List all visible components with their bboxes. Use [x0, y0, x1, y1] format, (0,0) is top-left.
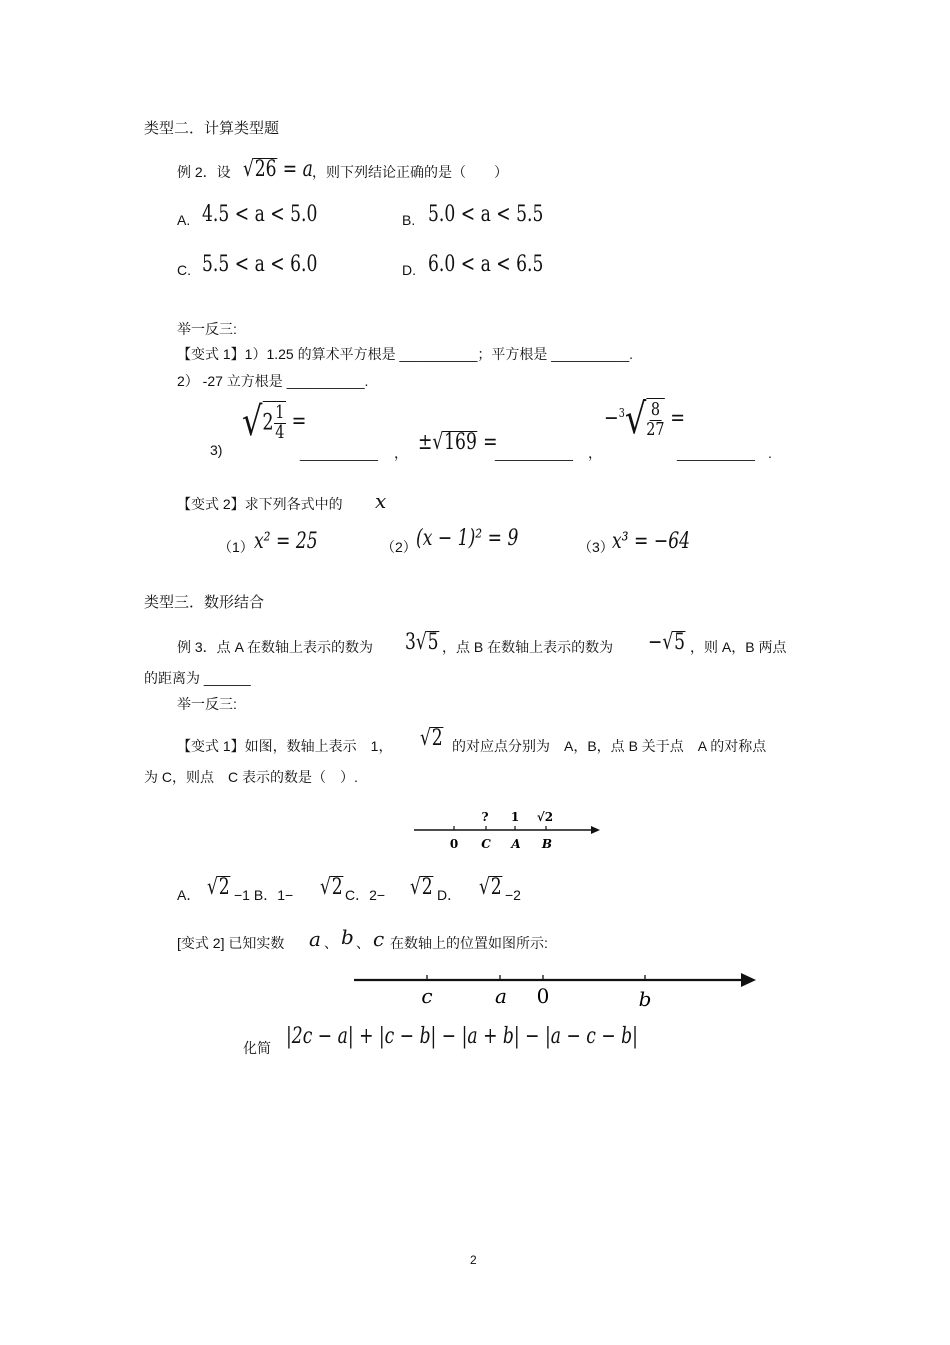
example3-part1: 例 3．点 A 在数轴上表示的数为 — [177, 639, 374, 655]
eq2: (x − 1)² = 9 — [416, 526, 519, 551]
variant1-line2: 2） -27 立方根是 __________. — [177, 373, 369, 389]
axis2-a: a — [495, 984, 507, 1008]
example3-val1: 3√5 — [405, 630, 439, 655]
option-c-expr: 5.5 < a < 6.0 — [202, 252, 318, 277]
opt3-c-label: C．2− — [345, 887, 386, 903]
var-sep-1: 、 — [324, 935, 338, 951]
option-d-expr: 6.0 < a < 6.5 — [428, 252, 544, 277]
sep-2: ， — [588, 445, 602, 461]
variant1-line1: 【变式 1】1）1.25 的算术平方根是 __________；平方根是 __________. — [177, 346, 633, 362]
axis1-top-1: 1 — [510, 810, 520, 824]
variant2-title: 【变式 2】求下列各式中的 — [177, 496, 343, 512]
number-line-1 — [408, 800, 608, 860]
var-sep-2: 、 — [356, 935, 370, 951]
axis2-c: c — [421, 984, 433, 1008]
eq3-label: （3） — [578, 539, 614, 555]
variant3-1-part1: 【变式 1】如图，数轴上表示 1， — [177, 738, 393, 754]
variant3-1-part2: 的对应点分别为 A，B，点 B 关于点 A 的对称点 — [452, 738, 767, 754]
example3-line2: 的距离为 ______ — [144, 670, 251, 686]
eq1: x² = 25 — [254, 529, 318, 554]
axis2-b: b — [638, 987, 652, 1011]
option-a-expr: 4.5 < a < 5.0 — [202, 202, 318, 227]
axis1-bottom-0: 0 — [449, 837, 459, 851]
section-heading-calc: 类型二．计算类型题 — [144, 120, 280, 137]
blank-1: __________ — [300, 445, 378, 461]
example3-part2: ，点 B 在数轴上表示的数为 — [442, 639, 614, 655]
page-number: 2 — [470, 1253, 477, 1267]
example2-question: ，则下列结论正确的是（ ） — [312, 164, 508, 180]
sep-1: ， — [394, 445, 408, 461]
blank-3: __________ — [677, 445, 755, 461]
axis1-bottom-c: C — [481, 837, 491, 851]
eq3: x³ = −64 — [612, 529, 691, 554]
option-b-expr: 5.0 < a < 5.5 — [428, 202, 544, 227]
pm-sqrt-169: ±√169 = — [418, 430, 498, 455]
example2-prefix: 例 2．设 — [177, 164, 231, 180]
axis1-bottom-b: B — [541, 837, 553, 851]
opt3-a-label: A． — [177, 887, 201, 903]
axis1-top-q: ? — [481, 810, 489, 824]
eq2-label: （2） — [381, 539, 417, 555]
axis1-top-sqrt2: √2 — [536, 810, 554, 824]
simplify-label: 化简 — [243, 1040, 271, 1056]
practice-title-1: 举一反三: — [177, 321, 237, 337]
variant3-1-line2: 为 C，则点 C 表示的数是（ ）. — [144, 769, 358, 785]
var-a: a — [309, 927, 321, 951]
var-b: b — [341, 925, 354, 949]
eq1-label: （1） — [218, 539, 254, 555]
opt3-d-tail: −2 — [505, 887, 521, 903]
var-c: c — [373, 927, 385, 951]
end-period: . — [768, 445, 772, 461]
axis1-bottom-a: A — [511, 837, 521, 851]
option-d-label: D. — [402, 262, 416, 278]
simplify-expression: |2c − a| + |c − b| − |a + b| − |a − c − b| — [286, 1024, 638, 1049]
opt3-a-sqrt: √2 — [207, 875, 230, 900]
variant2-var-x: x — [375, 489, 387, 513]
variant3-2-suffix: 在数轴上的位置如图所示: — [390, 935, 548, 951]
variant3-2-prefix: [变式 2] 已知实数 — [177, 935, 285, 951]
neg-cube-root: −$^3$√ $\frac{8}{27}$ = — [604, 394, 685, 443]
axis2-zero: 0 — [536, 984, 550, 1008]
option-a-label: A. — [177, 212, 191, 228]
option-b-label: B. — [402, 212, 416, 228]
sqrt-mixed-fraction: √2 $\frac{1}{4}$ = — [242, 398, 307, 445]
opt3-d-label: D． — [437, 887, 462, 903]
section-heading-numberline: 类型三．数形结合 — [144, 594, 265, 611]
variant3-1-sqrt2: √2 — [420, 726, 443, 751]
blank-2: __________ — [495, 445, 573, 461]
opt3-a-tail: −1 B．1− — [234, 887, 294, 903]
practice-title-2: 举一反三: — [177, 696, 237, 712]
number-line-2 — [348, 965, 763, 1015]
option-c-label: C. — [177, 262, 191, 278]
variant1-item3-label: 3) — [210, 442, 223, 458]
example3-part3: ，则 A，B 两点 — [690, 639, 787, 655]
example2-formula: √26 = a — [243, 157, 313, 182]
opt3-d-sqrt: √2 — [479, 875, 502, 900]
example3-val2: −√5 — [648, 630, 686, 655]
opt3-c-sqrt: √2 — [410, 875, 433, 900]
opt3-b-sqrt: √2 — [320, 875, 343, 900]
